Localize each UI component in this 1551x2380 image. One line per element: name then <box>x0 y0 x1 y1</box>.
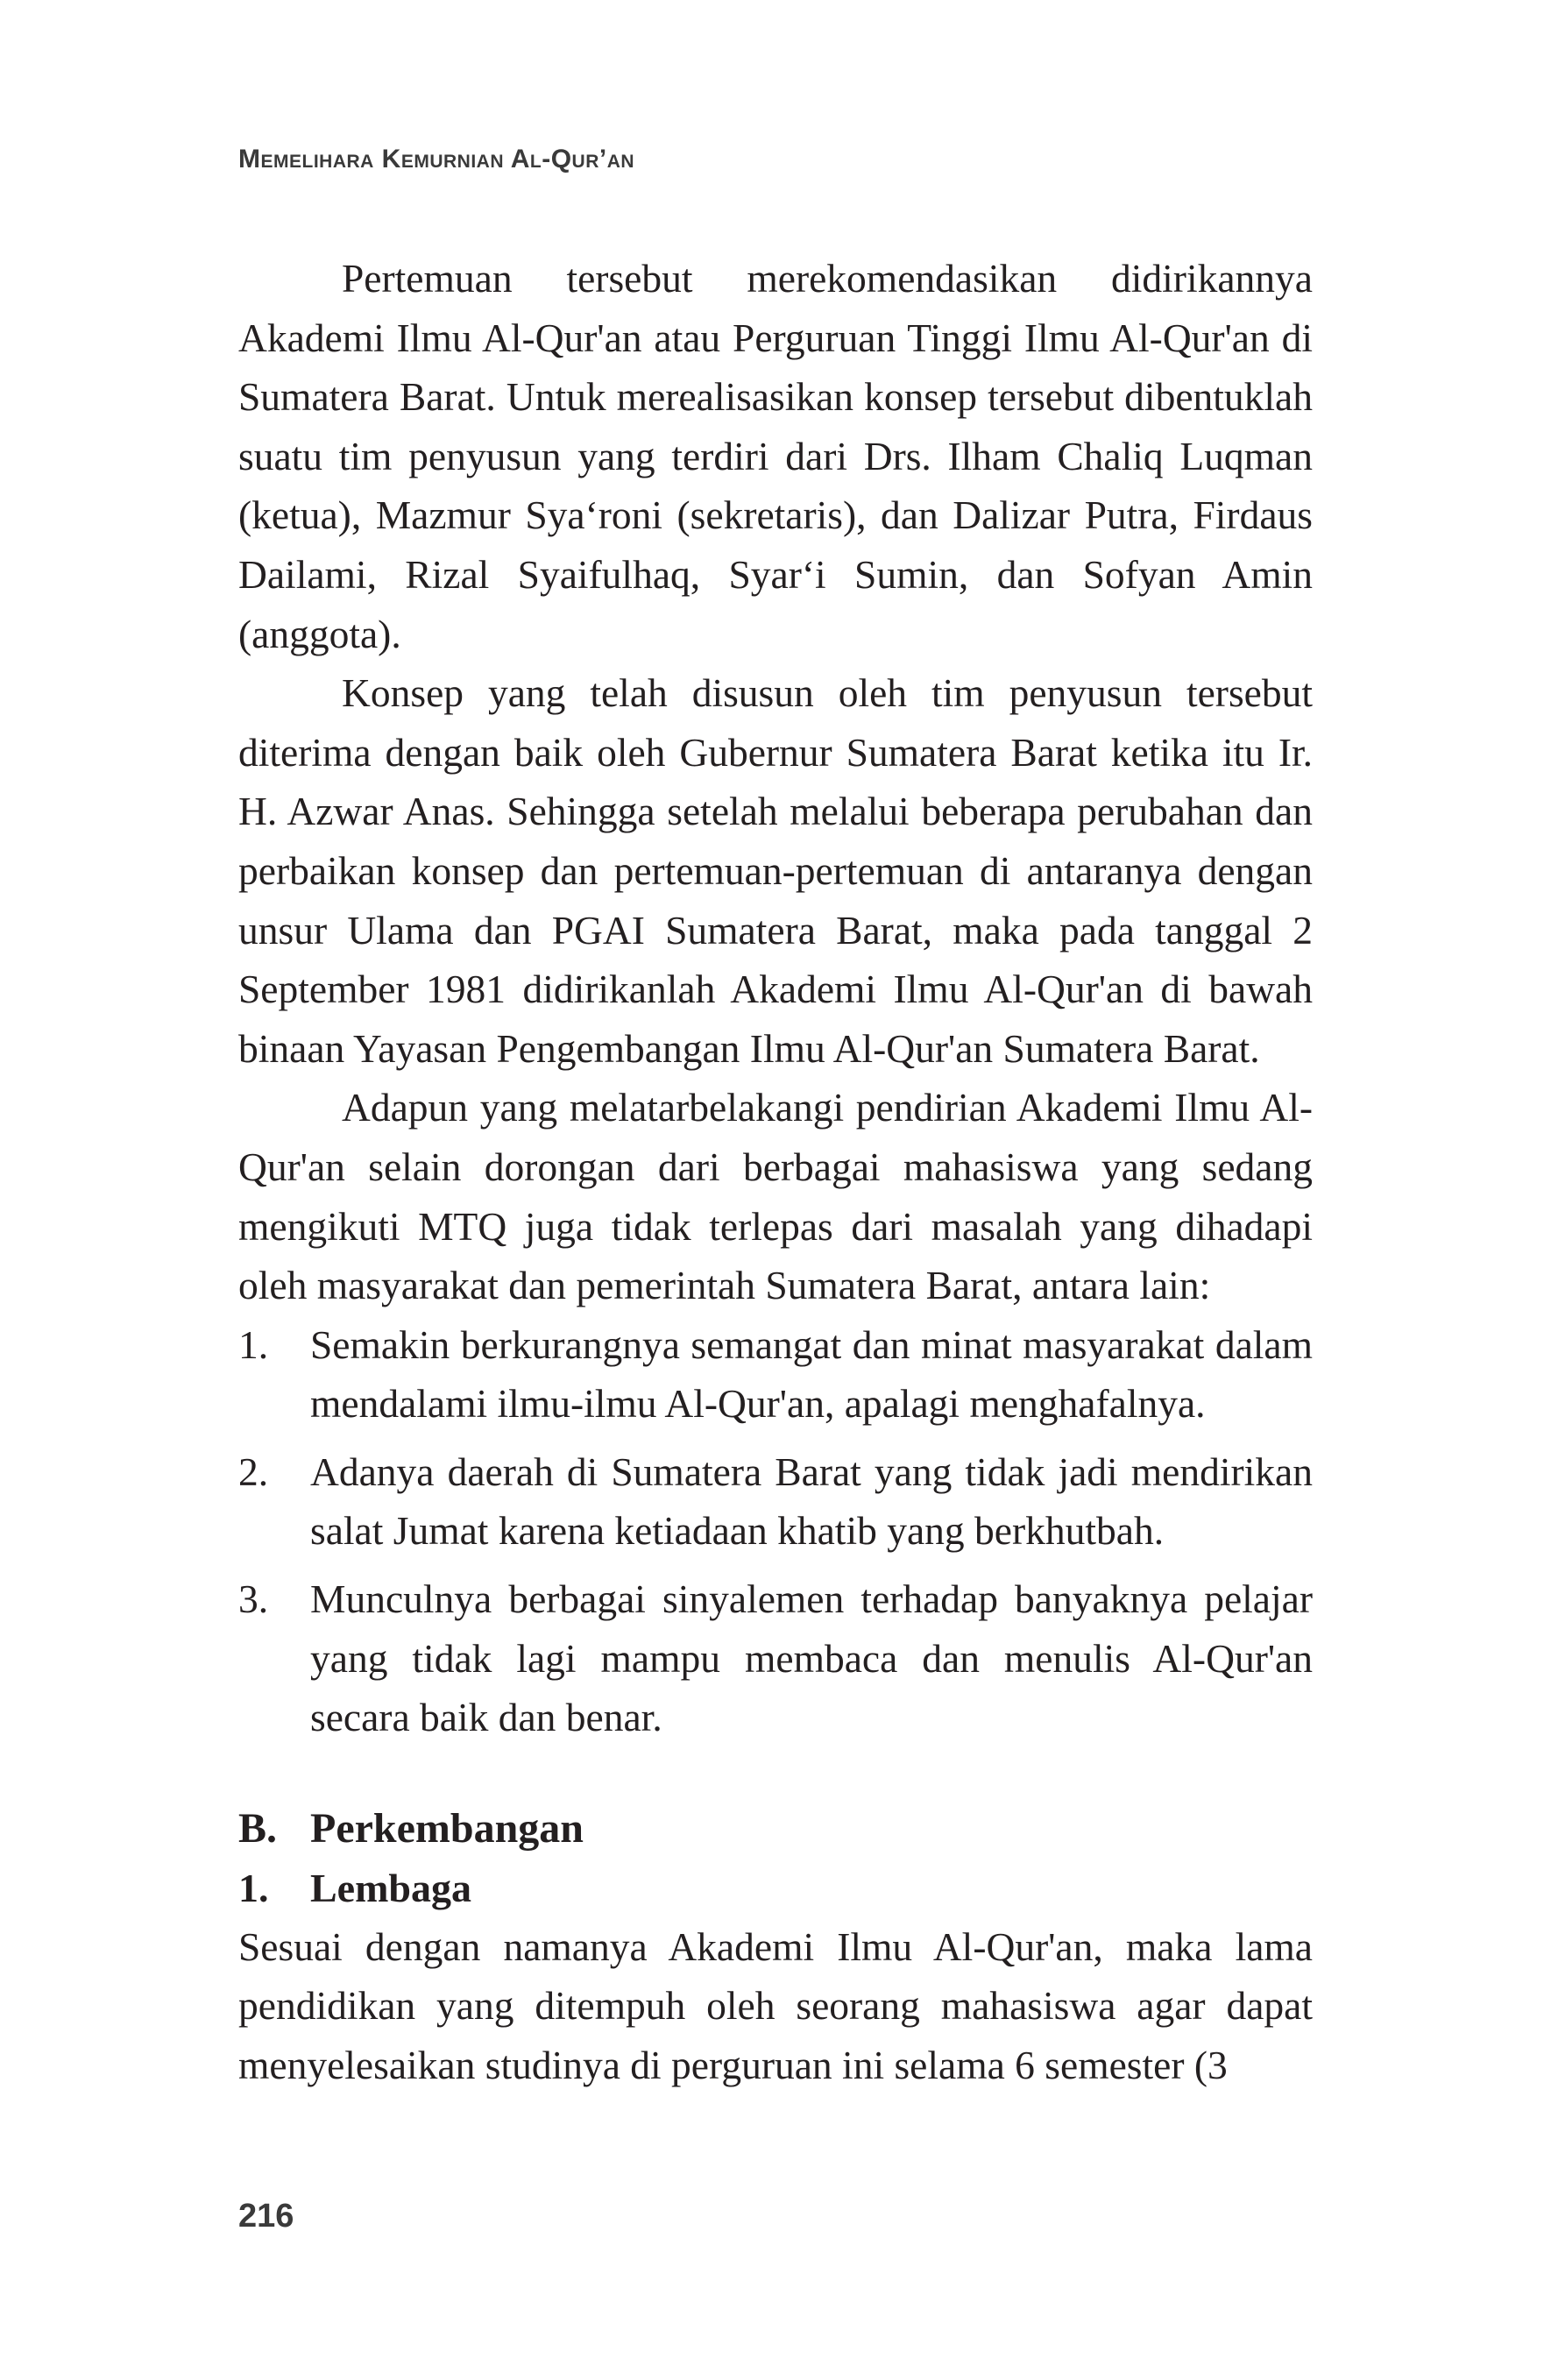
list-item <box>238 1315 1313 1434</box>
page-number: 216 <box>238 2198 294 2235</box>
paragraph-background: Adapun yang melatarbelakangi pendirian Akademi Ilmu Al-Qur'an selain dorongan dari berbagai mahasiswa yang sedang mengikuti MTQ juga tidak terlepas dari masalah yang dihadapi oleh masyarakat dan pemerintah Sumatera Barat, antara lain: <box>238 1085 1313 1308</box>
section-number: B. <box>238 1804 278 1852</box>
paragraph-meeting-recommendation: Pertemuan tersebut merekomendasikan didirikannya Akademi Ilmu Al-Qur'an atau Perguruan Tinggi Ilmu Al-Qur'an di Sumatera Barat. Untuk merealisasikan konsep tersebut dibentuklah suatu tim penyusun yang terdiri dari Drs. Ilham Chaliq Luqman (ketua), Mazmur Sya‘roni (sekretaris), dan Dalizar Putra, Firdaus Dailami, Rizal Syaifulhaq, Syar‘i Sumin, dan Sofyan Amin (anggota). <box>238 256 1313 656</box>
list-item-number: 1. <box>238 1321 269 1367</box>
page-body <box>238 249 1313 2095</box>
subsection-title: Lembaga <box>310 1865 471 1910</box>
list-item-text: Adanya daerah di Sumatera Barat yang tidak jadi mendirikan salat Jumat karena ketiadaan khatib yang berkhutbah. <box>310 1449 1313 1554</box>
subsection-heading <box>238 1859 1313 1917</box>
numbered-list <box>238 1315 1313 1747</box>
list-item-number: 2. <box>238 1449 269 1494</box>
list-item-number: 3. <box>238 1576 269 1622</box>
paragraph-concept-accepted: Konsep yang telah disusun oleh tim penyusun tersebut diterima dengan baik oleh Gubernur Sumatera Barat ketika itu Ir. H. Azwar Anas. Sehingga setelah melalui beberapa perubahan dan perbaikan konsep dan pertemuan-pertemuan di antaranya dengan unsur Ulama dan PGAI Sumatera Barat, maka pada tanggal 2 September 1981 didirikanlah Akademi Ilmu Al-Qur'an di bawah binaan Yayasan Pengembangan Ilmu Al-Qur'an Sumatera Barat. <box>238 670 1313 1071</box>
list-item <box>238 1442 1313 1561</box>
list-item-text: Munculnya berbagai sinyalemen terhadap banyaknya pelajar yang tidak lagi mampu membaca dan menulis Al-Qur'an secara baik dan benar. <box>310 1576 1313 1740</box>
paragraph-institution: Sesuai dengan namanya Akademi Ilmu Al-Qur'an, maka lama pendidikan yang ditempuh oleh seorang mahasiswa agar dapat menyelesaikan studinya di perguruan ini selama 6 semester (3 <box>238 1923 1313 2088</box>
list-item-text: Semakin berkurangnya semangat dan minat masyarakat dalam mendalami ilmu-ilmu Al-Qur'an, apalagi menghafalnya. <box>310 1321 1313 1427</box>
section-title: Perkembangan <box>310 1804 584 1852</box>
section-heading <box>238 1798 1313 1859</box>
list-item <box>238 1569 1313 1747</box>
subsection-number: 1. <box>238 1865 269 1910</box>
running-header: Memelihara Kemurnian Al-Qur’an <box>238 145 635 174</box>
